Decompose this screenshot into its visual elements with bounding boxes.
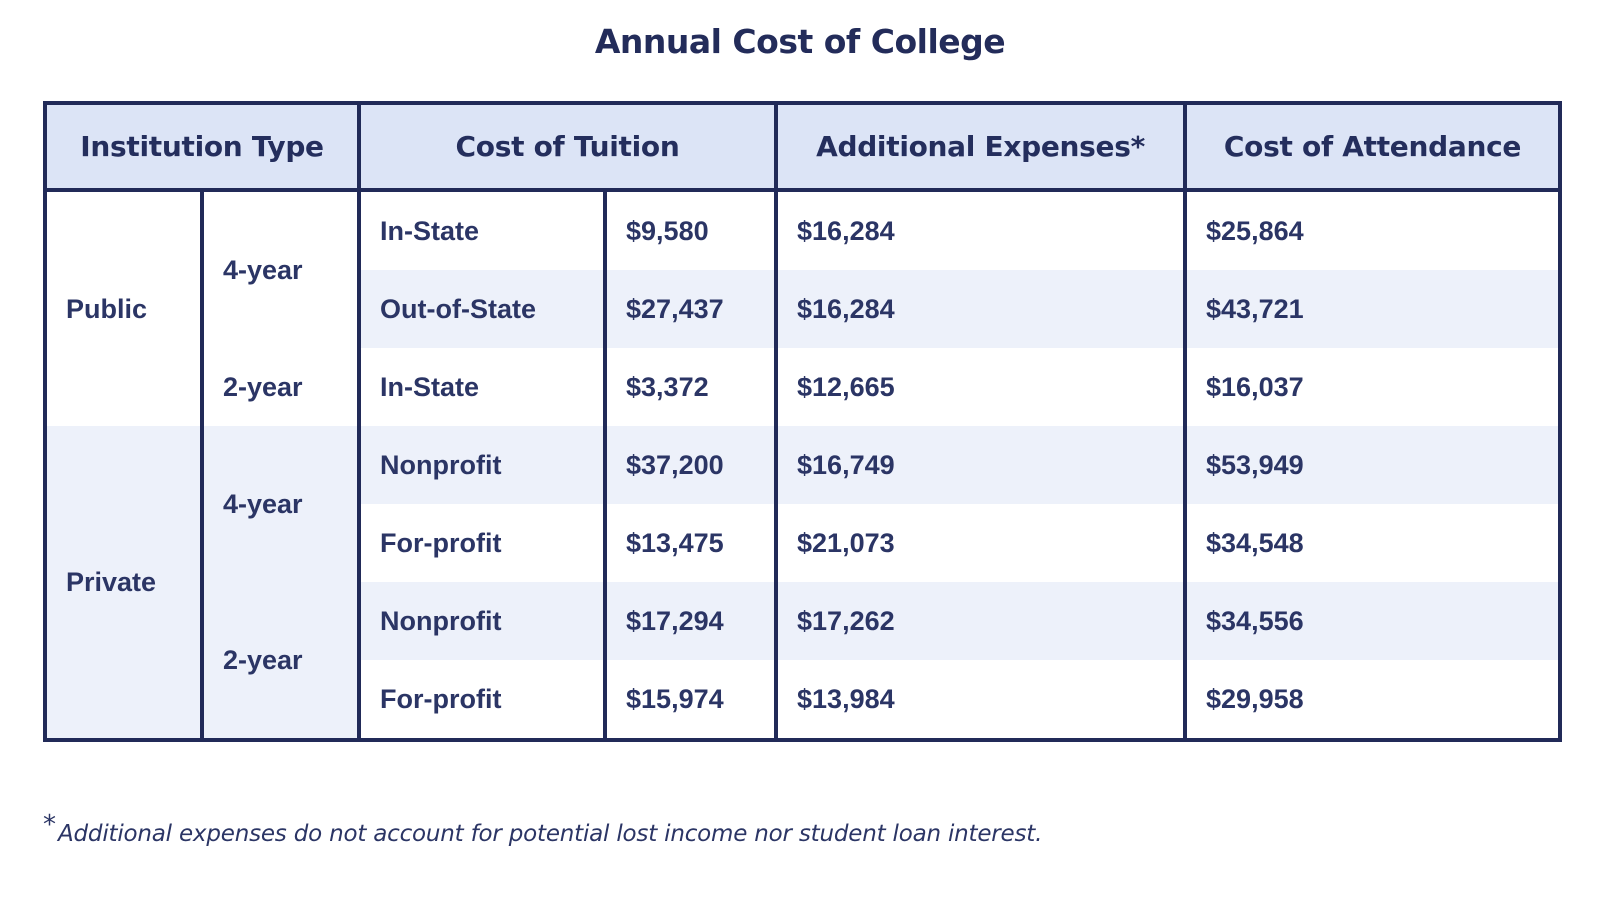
cell-additional-expenses: $16,749 — [776, 426, 1185, 504]
cell-institution-public: Public — [45, 190, 202, 426]
cell-category: Nonprofit — [359, 426, 605, 504]
table-row — [45, 582, 1560, 660]
cell-category: Out-of-State — [359, 270, 605, 348]
cell-cost-of-attendance: $25,864 — [1185, 190, 1560, 270]
cell-tuition: $15,974 — [605, 660, 776, 740]
cell-tuition: $17,294 — [605, 582, 776, 660]
cell-category: Nonprofit — [359, 582, 605, 660]
column-header-cost-of-attendance: Cost of Attendance — [1185, 103, 1560, 190]
cell-additional-expenses: $16,284 — [776, 190, 1185, 270]
column-header-additional-expenses: Additional Expenses* — [776, 103, 1185, 190]
cell-duration-4year-private: 4-year — [202, 426, 359, 582]
cell-additional-expenses: $12,665 — [776, 348, 1185, 426]
cell-cost-of-attendance: $34,556 — [1185, 582, 1560, 660]
cell-category: For-profit — [359, 660, 605, 740]
annual-cost-table — [43, 101, 1562, 742]
cell-additional-expenses: $17,262 — [776, 582, 1185, 660]
table-row — [45, 190, 1560, 270]
footnote — [43, 810, 1543, 847]
cell-cost-of-attendance: $34,548 — [1185, 504, 1560, 582]
cell-tuition: $27,437 — [605, 270, 776, 348]
footnote-text: Additional expenses do not account for potential lost income nor student loan interest. — [58, 821, 1043, 847]
cell-additional-expenses: $13,984 — [776, 660, 1185, 740]
cell-category: In-State — [359, 348, 605, 426]
cell-tuition: $37,200 — [605, 426, 776, 504]
cell-duration-2year-private: 2-year — [202, 582, 359, 740]
cell-institution-private: Private — [45, 426, 202, 740]
cell-duration-4year-public: 4-year — [202, 190, 359, 348]
column-header-cost-of-tuition: Cost of Tuition — [359, 103, 776, 190]
cell-cost-of-attendance: $43,721 — [1185, 270, 1560, 348]
cell-tuition: $9,580 — [605, 190, 776, 270]
table-row — [45, 426, 1560, 504]
footnote-asterisk: * — [43, 810, 56, 840]
page-title: Annual Cost of College — [594, 22, 1006, 61]
cell-cost-of-attendance: $29,958 — [1185, 660, 1560, 740]
cell-cost-of-attendance: $53,949 — [1185, 426, 1560, 504]
cell-additional-expenses: $21,073 — [776, 504, 1185, 582]
cell-tuition: $13,475 — [605, 504, 776, 582]
cell-tuition: $3,372 — [605, 348, 776, 426]
cell-category: For-profit — [359, 504, 605, 582]
column-header-institution-type: Institution Type — [45, 103, 359, 190]
cell-cost-of-attendance: $16,037 — [1185, 348, 1560, 426]
table-row — [45, 348, 1560, 426]
cell-additional-expenses: $16,284 — [776, 270, 1185, 348]
cell-category: In-State — [359, 190, 605, 270]
cell-duration-2year-public: 2-year — [202, 348, 359, 426]
header-row — [45, 103, 1560, 190]
